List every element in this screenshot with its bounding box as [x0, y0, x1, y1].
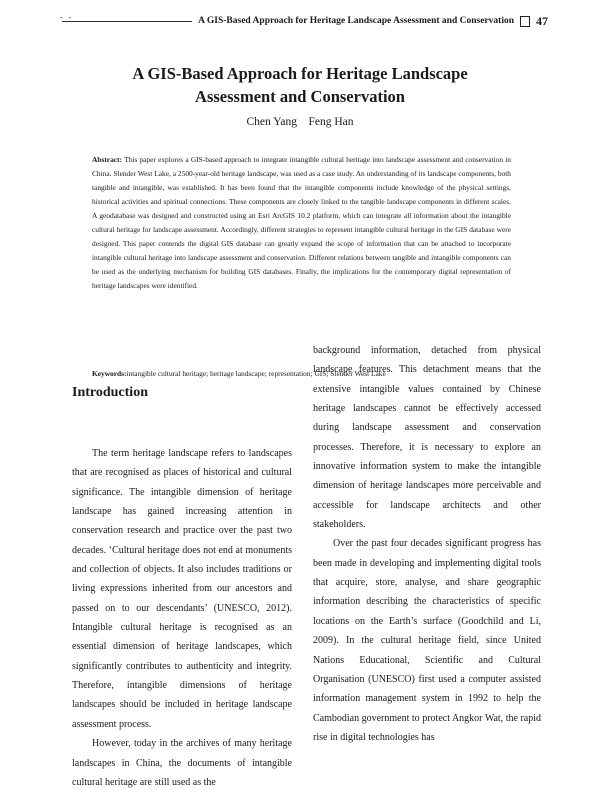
paragraph: background information, detached from physical landscape features. This detachment means that the extensive intangible values contained by Chinese heritage landscapes cannot be effectively accessed during landscape assessment and conservation processes. Therefore, it is necessary to explore an innovative information system to make the intangible dimension of heritage landscapes more perceivable and accessible for landscape architects and other stakeholders.: [313, 345, 541, 531]
header-rule: [62, 21, 192, 22]
section-heading: Introduction: [72, 385, 148, 400]
running-header: [62, 13, 548, 29]
abstract-text: This paper explores a GIS-based approach to integrate intangible cultural heritage into landscape assessment and conservation in China. Slender West Lake, a 2500-year-old heritage landscape, was used as a case study. An understanding of its landscape components, both tangible and intangible, was established. It has been found that the intangible components include knowledge of the physical settings, historical activities and spiritual connections. These components are closely linked to the tangible landscape components in different scales. A geodatabase was designed and constructed using an Esri ArcGIS 10.2 platform, which can integrate all information about the intangible cultural heritage for landscape assessment. Accordingly, different strategies to represent intangible cultural heritage in the GIS database were designed. This paper contends the digital GIS database can greatly expand the scope of information that can be attached to incorporate intangible cultural heritage into landscape assessment and conservation. Different relations between tangible and intangible components can be used as the underlying mechanism for building GIS databases. Finally, the implications for the contemporary digital representation of heritage landscapes were identified.: [92, 155, 511, 291]
abstract: [92, 153, 511, 293]
paragraph: Over the past four decades significant progress has been made in developing and implementing digital tools that acquire, store, analyse, and share geographic information describing the characteristics of specific locations on the Earth’s surface (Goodchild and Li, 2009). In the cultural heritage field, since United Nations Educational, Scientific and Cultural Organisation (UNESCO) first used a computer assisted information management system in 1992 to help the Cambodian government to protect Angkor Wat, the rapid rise in digital technologies has: [313, 538, 541, 743]
paragraph: However, today in the archives of many heritage landscapes in China, the documents of intangible cultural heritage are still used as the: [72, 738, 292, 788]
square-icon: [520, 16, 530, 27]
page-number: 47: [536, 13, 548, 28]
keywords-label: Keywords:: [92, 369, 127, 378]
running-title: A GIS-Based Approach for Heritage Landscape Assessment and Conservation: [198, 16, 514, 26]
title-line-2: Assessment and Conservation: [195, 87, 405, 106]
abstract-label: Abstract:: [92, 155, 122, 164]
keywords-text: intangible cultural heritage; heritage landscape; representation; GIS; Slender West Lake: [126, 369, 386, 378]
left-column: [72, 444, 292, 792]
authors: Chen Yang Feng Han: [246, 116, 354, 128]
right-column: [313, 341, 541, 747]
title-line-1: A GIS-Based Approach for Heritage Landscape: [132, 64, 468, 83]
paragraph: The term heritage landscape refers to landscapes that are recognised as places of historical and cultural significance. The intangible dimension of heritage landscape has gained increasing attention in conservation research and practice over the past two decades. ‘Cultural heritage does not end at monuments and collection of objects. It also includes traditions or living expressions inherited from our ancestors and passed on to our descendants’ (UNESCO, 2012). Intangible cultural heritage is recognised as an essential dimension of heritage landscapes, which significantly contributes to authenticity and integrity. Therefore, intangible dimensions of heritage landscapes should be included in heritage landscape assessment process.: [72, 448, 292, 730]
paper-title: [60, 62, 540, 108]
header-dash-mark: - -: [60, 13, 74, 22]
